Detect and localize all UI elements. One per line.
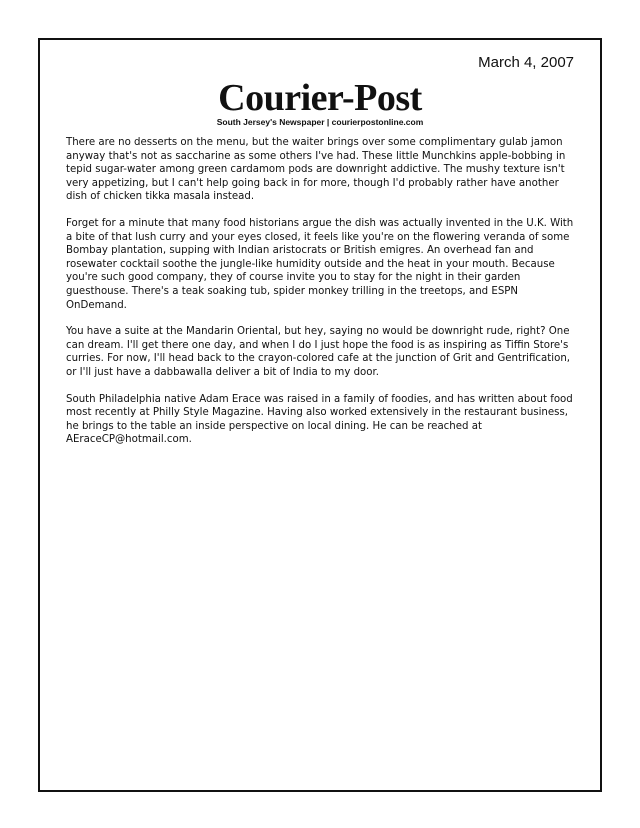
newspaper-tagline: South Jersey's Newspaper | courierpostonline.com: [216, 117, 424, 127]
article-paragraph: Forget for a minute that many food historians argue the dish was actually invented in the U.K. With a bite of that lush curry and your eyes closed, it feels like you're on the flowering veranda of some Bombay plantation, supping with Indian aristocrats or British emigres. An overhead fan and rosewater cocktail soothe the jungle-like humidity outside and the heat in your mouth. Because you're such good company, they of course invite you to stay for the night in their garden guesthouse. There's a teak soaking tub, spider monkey trilling in the treetops, and ESPN OnDemand.: [66, 217, 574, 311]
newspaper-logo: Courier-Post: [218, 77, 422, 119]
author-bio: South Philadelphia native Adam Erace was raised in a family of foodies, and has written about food most recently at Philly Style Magazine. Having also worked extensively in the restaurant business, he brings to the table an inside perspective on local dining. He can be reached at AEraceCP@hotmail.com.: [66, 393, 573, 446]
article-date: March 4, 2007: [478, 54, 574, 71]
article-body: [66, 136, 576, 460]
article-paragraph: There are no desserts on the menu, but the waiter brings over some complimentary gulab jamon anyway that's not as saccharine as some others I've had. These little Munchkins apple-bobbing in tepid sugar-water among green cardamom pods are downright addictive. The mushy texture isn't very appetizing, but I can't help going back in for more, though I'd probably rather have another dish of chicken tikka masala instead.: [66, 137, 566, 203]
article-paragraph: You have a suite at the Mandarin Oriental, but hey, saying no would be downright rude, right? One can dream. I'll get there one day, and when I do I just hope the food is as inspiring as Tiffin Store's curries. For now, I'll head back to the crayon-colored cafe at the junction of Grit and Gentrification, or I'll just have a dabbawalla deliver a bit of India to my door.: [66, 326, 571, 378]
page-frame: [38, 38, 602, 792]
masthead: [40, 77, 600, 127]
